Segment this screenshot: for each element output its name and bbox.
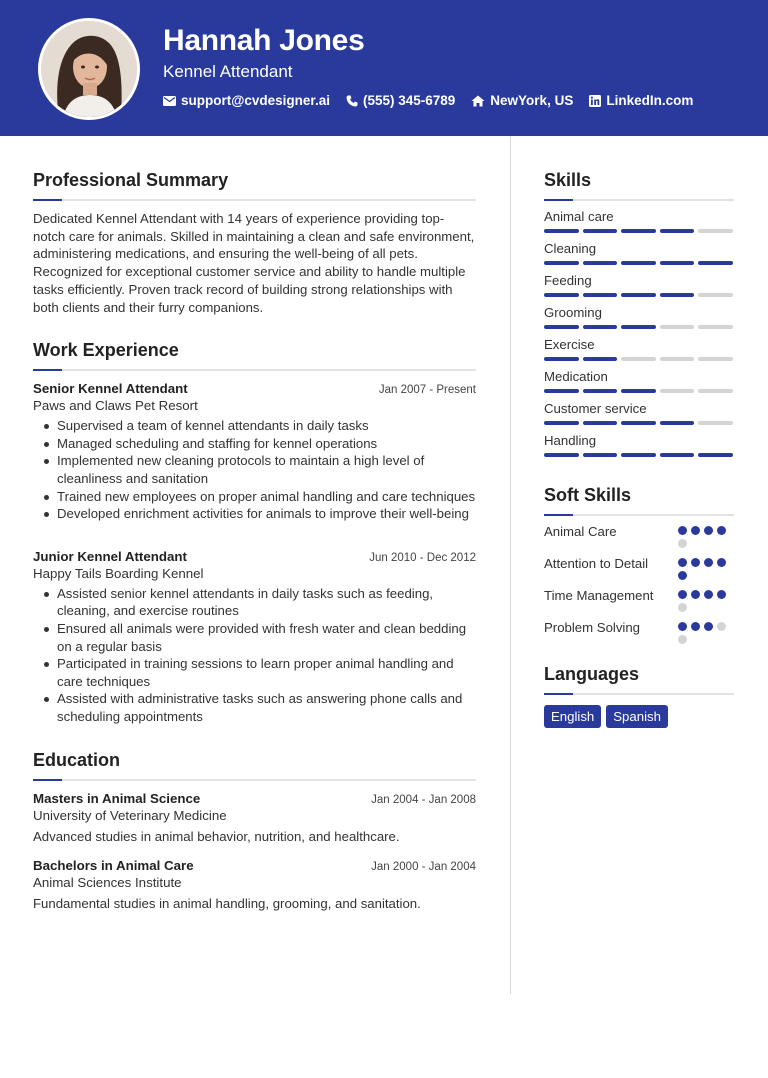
section-rule xyxy=(544,514,734,516)
contact-linkedin-text: LinkedIn.com xyxy=(606,93,694,108)
rating-dot xyxy=(704,526,713,535)
rating-dot xyxy=(704,622,713,631)
job-dates: Jun 2010 - Dec 2012 xyxy=(369,551,476,564)
soft-skill-rating xyxy=(678,523,734,548)
degree-description: Fundamental studies in animal handling, grooming, and sanitation. xyxy=(33,895,421,911)
list-item: Assisted with administrative tasks such as answering phone calls and scheduling appointments xyxy=(33,690,476,725)
skill-level-segment xyxy=(698,325,733,329)
section-rule xyxy=(33,199,476,201)
rating-dot xyxy=(704,590,713,599)
job-entry xyxy=(33,549,476,726)
skill-level-segment xyxy=(583,325,618,329)
contact-phone[interactable] xyxy=(346,93,455,108)
list-item: Assisted senior kennel attendants in daily tasks such as feeding, cleaning, and exercise routines xyxy=(33,585,476,620)
contact-location-text: NewYork, US xyxy=(490,93,574,108)
skill-level-segment xyxy=(621,229,656,233)
profile-photo xyxy=(38,18,140,120)
soft-skill-name: Time Management xyxy=(544,588,654,603)
contact-linkedin[interactable] xyxy=(589,93,693,108)
skill-level-segment xyxy=(583,421,618,425)
school-name: Animal Sciences Institute xyxy=(33,874,182,890)
rating-dot xyxy=(678,571,687,580)
rating-dot xyxy=(717,590,726,599)
experience-heading: Work Experience xyxy=(33,340,179,361)
skill-level-segment xyxy=(621,421,656,425)
soft-skills-section xyxy=(544,485,734,644)
skills-section xyxy=(544,170,734,457)
degree-dates: Jan 2004 - Jan 2008 xyxy=(371,793,476,806)
list-item: Implemented new cleaning protocols to maintain a high level of cleanliness and sanitation xyxy=(33,452,476,487)
skill-level-segment xyxy=(544,453,579,457)
language-badge: Spanish xyxy=(606,705,668,728)
skill-level-segment xyxy=(660,293,695,297)
rating-dot xyxy=(717,622,726,631)
rating-dot xyxy=(691,622,700,631)
skill-name: Animal care xyxy=(544,209,614,224)
skill-level-segment xyxy=(544,357,579,361)
skill-item xyxy=(544,369,734,393)
main-column xyxy=(33,170,476,911)
soft-skill-rating xyxy=(678,555,734,580)
job-dates: Jan 2007 - Present xyxy=(378,384,476,397)
language-badge: English xyxy=(544,705,601,728)
skills-heading: Skills xyxy=(544,170,592,190)
skill-item xyxy=(544,241,734,265)
list-item: Participated in training sessions to learn proper animal handling and care techniques xyxy=(33,655,476,690)
education-section xyxy=(33,750,476,911)
skill-item xyxy=(544,401,734,425)
candidate-name: Hannah Jones xyxy=(163,24,365,57)
skill-level-segment xyxy=(544,293,579,297)
list-item: Managed scheduling and staffing for kennel operations xyxy=(33,435,476,453)
rating-dot xyxy=(717,558,726,567)
skill-level-segment xyxy=(621,453,656,457)
summary-text: Dedicated Kennel Attendant with 14 years of experience providing top-notch care for animals. Skilled in maintaining a clean and safe environment, administering medications, and ensuring the well-being of all pets. Recognized for exceptional customer service and ability to handle multiple tasks efficiently. Proven track record of building strong relationships with both clients and their furry companions. xyxy=(33,211,475,315)
education-heading: Education xyxy=(33,749,121,770)
column-divider xyxy=(510,136,511,994)
degree-title: Bachelors in Animal Care xyxy=(33,857,194,873)
soft-skill-name: Animal Care xyxy=(544,524,617,539)
skill-level-segment xyxy=(621,261,656,265)
skill-name: Feeding xyxy=(544,273,592,288)
skill-level-segment xyxy=(660,325,695,329)
degree-title: Masters in Animal Science xyxy=(33,790,201,806)
skill-name: Medication xyxy=(544,369,608,384)
skill-level-segment xyxy=(583,261,618,265)
contact-location xyxy=(471,93,573,108)
avatar xyxy=(41,21,137,117)
skill-level-segment xyxy=(544,261,579,265)
soft-skills-heading: Soft Skills xyxy=(544,485,632,505)
skill-item xyxy=(544,273,734,297)
skill-level-segment xyxy=(698,229,733,233)
soft-skill-item xyxy=(544,587,734,612)
soft-skill-rating xyxy=(678,587,734,612)
skill-level-segment xyxy=(660,453,695,457)
skill-level-segment xyxy=(583,357,618,361)
skill-level-segment xyxy=(621,293,656,297)
section-rule xyxy=(33,369,476,371)
skill-item xyxy=(544,337,734,361)
home-icon xyxy=(471,95,485,107)
contact-email-text: support@cvdesigner.ai xyxy=(181,93,330,108)
soft-skill-name: Attention to Detail xyxy=(544,556,649,571)
experience-section xyxy=(33,340,476,725)
rating-dot xyxy=(717,526,726,535)
skill-level-bar xyxy=(544,261,734,265)
skill-name: Cleaning xyxy=(544,241,597,256)
skill-item xyxy=(544,433,734,457)
rating-dot xyxy=(678,635,687,644)
list-item: Supervised a team of kennel attendants in daily tasks xyxy=(33,417,476,435)
contact-email[interactable] xyxy=(163,93,330,108)
skill-name: Grooming xyxy=(544,305,602,320)
job-bullets xyxy=(33,585,476,726)
skill-level-segment xyxy=(698,421,733,425)
skill-level-segment xyxy=(544,325,579,329)
job-entry xyxy=(33,381,476,523)
school-name: University of Veterinary Medicine xyxy=(33,807,227,823)
contact-list xyxy=(163,93,693,108)
skill-level-bar xyxy=(544,389,734,393)
skill-item xyxy=(544,305,734,329)
skill-level-segment xyxy=(660,421,695,425)
soft-skill-name: Problem Solving xyxy=(544,620,641,635)
skill-level-segment xyxy=(660,357,695,361)
rating-dot xyxy=(691,526,700,535)
skills-list xyxy=(544,209,734,457)
skill-level-segment xyxy=(544,389,579,393)
skill-item xyxy=(544,209,734,233)
degree-dates: Jan 2000 - Jan 2004 xyxy=(371,860,476,873)
soft-skills-list xyxy=(544,523,734,644)
soft-skill-item xyxy=(544,555,734,580)
skill-level-segment xyxy=(698,453,733,457)
skill-level-segment xyxy=(583,389,618,393)
rating-dot xyxy=(678,526,687,535)
skill-level-segment xyxy=(583,453,618,457)
skill-name: Exercise xyxy=(544,337,595,352)
skill-level-segment xyxy=(621,389,656,393)
skill-level-segment xyxy=(660,229,695,233)
section-rule xyxy=(544,199,734,201)
skill-level-bar xyxy=(544,357,734,361)
job-title: Junior Kennel Attendant xyxy=(33,548,187,564)
envelope-icon xyxy=(163,96,176,106)
skill-name: Handling xyxy=(544,433,597,448)
skill-name: Customer service xyxy=(544,401,647,416)
skill-level-segment xyxy=(698,261,733,265)
portrait-image xyxy=(41,21,137,117)
skill-level-segment xyxy=(621,357,656,361)
rating-dot xyxy=(704,558,713,567)
job-title: Senior Kennel Attendant xyxy=(33,381,188,397)
section-rule xyxy=(544,693,734,695)
soft-skill-item xyxy=(544,619,734,644)
list-item: Ensured all animals were provided with fresh water and clean bedding on a regular basis xyxy=(33,620,476,655)
rating-dot xyxy=(691,558,700,567)
list-item: Trained new employees on proper animal handling and care techniques xyxy=(33,488,476,506)
rating-dot xyxy=(678,590,687,599)
resume-header xyxy=(0,0,768,136)
skill-level-segment xyxy=(583,229,618,233)
sidebar-column xyxy=(544,170,734,728)
summary-heading: Professional Summary xyxy=(33,170,229,190)
skill-level-bar xyxy=(544,229,734,233)
list-item: Developed enrichment activities for animals to improve their well-being xyxy=(33,505,476,523)
skill-level-segment xyxy=(544,229,579,233)
languages-heading: Languages xyxy=(544,664,640,684)
languages-section xyxy=(544,664,734,728)
contact-phone-text: (555) 345-6789 xyxy=(362,93,456,108)
rating-dot xyxy=(678,558,687,567)
skill-level-bar xyxy=(544,421,734,425)
linkedin-icon xyxy=(589,95,601,107)
skill-level-bar xyxy=(544,325,734,329)
skill-level-segment xyxy=(544,421,579,425)
job-company: Happy Tails Boarding Kennel xyxy=(33,565,204,581)
summary-section xyxy=(33,170,476,316)
rating-dot xyxy=(678,539,687,548)
soft-skill-item xyxy=(544,523,734,548)
skill-level-bar xyxy=(544,293,734,297)
skill-level-segment xyxy=(660,261,695,265)
rating-dot xyxy=(678,622,687,631)
rating-dot xyxy=(678,603,687,612)
skill-level-segment xyxy=(698,293,733,297)
phone-icon xyxy=(346,95,358,107)
rating-dot xyxy=(691,590,700,599)
section-rule xyxy=(33,779,476,781)
language-list xyxy=(544,705,734,728)
job-bullets xyxy=(33,417,476,523)
skill-level-segment xyxy=(698,389,733,393)
candidate-title: Kennel Attendant xyxy=(163,62,293,81)
skill-level-bar xyxy=(544,453,734,457)
skill-level-segment xyxy=(660,389,695,393)
skill-level-segment xyxy=(583,293,618,297)
job-company: Paws and Claws Pet Resort xyxy=(33,398,198,414)
skill-level-segment xyxy=(621,325,656,329)
soft-skill-rating xyxy=(678,619,734,644)
degree-description: Advanced studies in animal behavior, nutrition, and healthcare. xyxy=(33,828,400,844)
education-entry xyxy=(33,791,476,844)
skill-level-segment xyxy=(698,357,733,361)
education-entry xyxy=(33,858,476,911)
